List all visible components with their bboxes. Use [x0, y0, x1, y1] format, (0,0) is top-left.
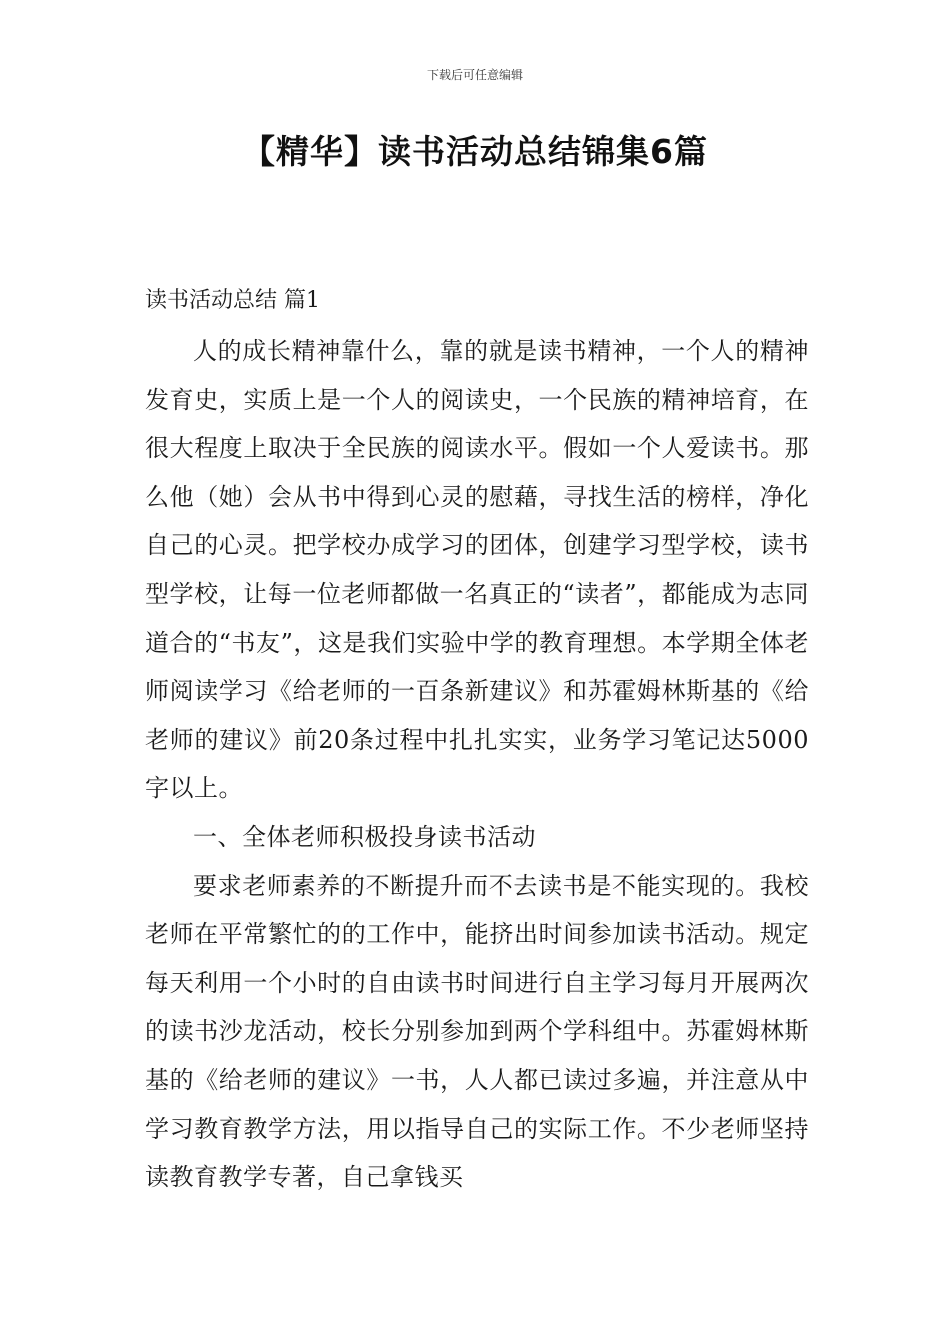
body-text	[145, 327, 809, 1202]
header-note: 下载后可任意编辑	[426, 68, 523, 82]
document-title: 【精华】读书活动总结锦集6篇	[242, 132, 708, 171]
paragraph-subheading: 一、全体老师积极投身读书活动	[193, 822, 536, 851]
paragraph-intro: 人的成长精神靠什么，靠的就是读书精神，一个人的精神发育史，实质上是一个人的阅读史，一个民族的精神培育，在很大程度上取决于全民族的阅读水平。假如一个人爱读书。那么他（她）会从书中得到心灵的慰藉，寻找生活的榜样，净化自己的心灵。把学校办成学习的团体，创建学习型学校，读书型学校，让每一位老师都做一名真正的“读者”，都能成为志同道合的“书友”，这是我们实验中学的教育理想。本学期全体老师阅读学习《给老师的一百条新建议》和苏霍姆林斯基的《给老师的建议》前20条过程中扎扎实实，业务学习笔记达5000字以上。	[145, 337, 809, 803]
section-heading: 读书活动总结 篇1	[145, 288, 320, 313]
paragraph-body: 要求老师素养的不断提升而不去读书是不能实现的。我校老师在平常繁忙的的工作中，能挤出时间参加读书活动。规定每天利用一个小时的自由读书时间进行自主学习每月开展两次的读书沙龙活动，校长分别参加到两个学科组中。苏霍姆林斯基的《给老师的建议》一书，人人都已读过多遍，并注意从中学习教育教学方法，用以指导自己的实际工作。不少老师坚持读教育教学专著，自己拿钱买	[145, 871, 809, 1192]
